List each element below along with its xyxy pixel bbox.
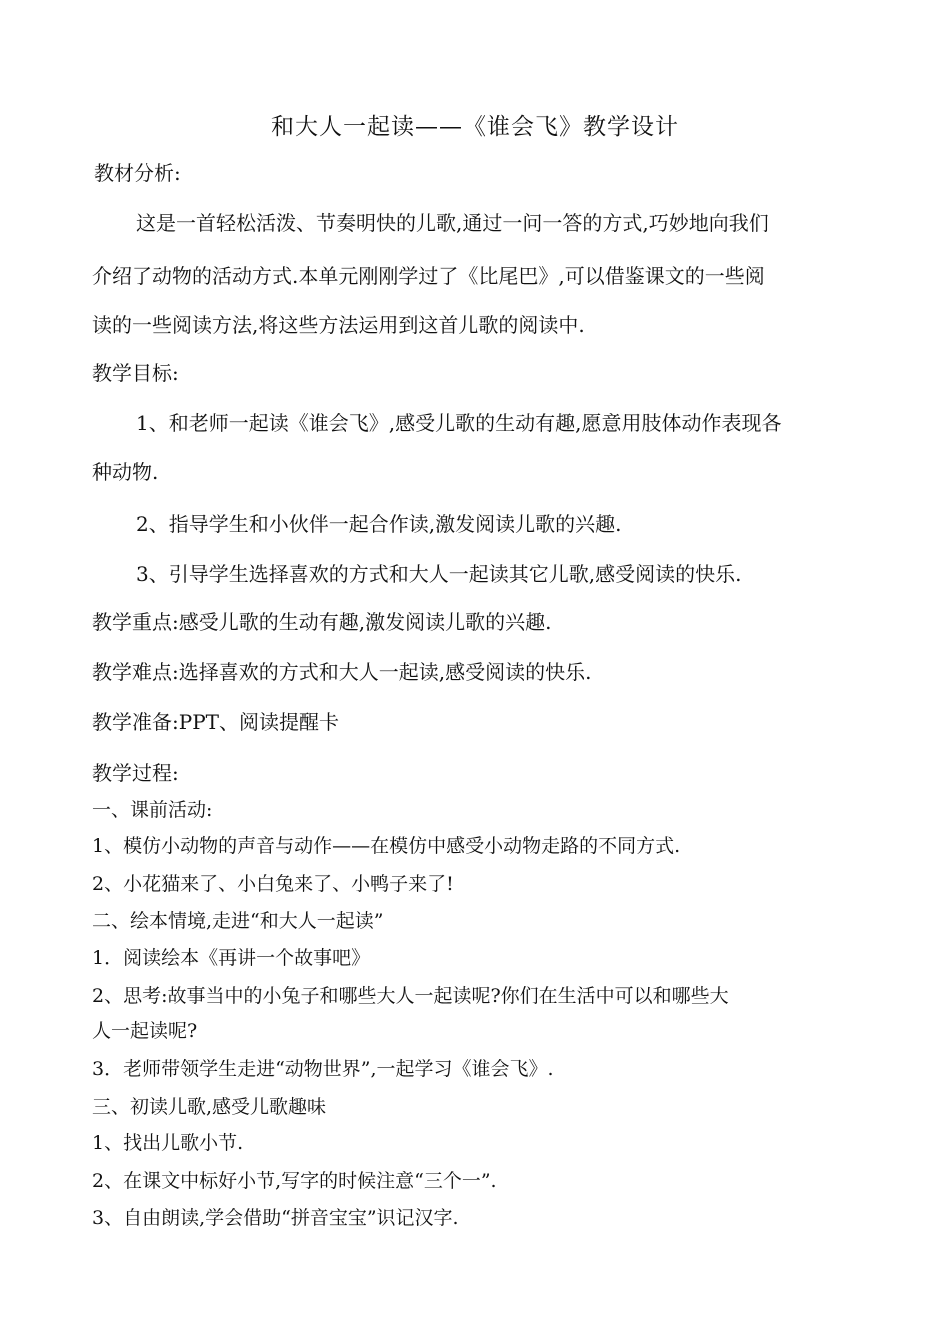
material-line-3: 读的一些阅读方法,将这些方法运用到这首儿歌的阅读中.	[92, 313, 585, 337]
goal-2: 2、指导学生和小伙伴一起合作读,激发阅读儿歌的兴趣.	[136, 512, 622, 536]
section-process-heading: 教学过程:	[92, 761, 179, 785]
process-line-5: 1．阅读绘本《再讲一个故事吧》	[92, 947, 371, 969]
process-line-4: 二、绘本情境,走进“和大人一起读”	[92, 910, 384, 932]
goal-1-line-2: 种动物.	[92, 460, 159, 484]
process-line-2: 1、模仿小动物的声音与动作——在模仿中感受小动物走路的不同方式.	[92, 835, 681, 857]
process-line-11: 2、在课文中标好小节,写字的时候注意“三个一”.	[92, 1170, 497, 1192]
process-line-8: 3．老师带领学生走进“动物世界”,一起学习《谁会飞》.	[92, 1058, 554, 1080]
goal-3: 3、引导学生选择喜欢的方式和大人一起读其它儿歌,感受阅读的快乐.	[136, 562, 742, 586]
preparation: 教学准备:PPT、阅读提醒卡	[92, 710, 339, 734]
process-line-7: 人一起读呢?	[92, 1020, 198, 1042]
process-line-9: 三、初读儿歌,感受儿歌趣味	[92, 1096, 327, 1118]
process-line-6: 2、思考:故事当中的小兔子和哪些大人一起读呢?你们在生活中可以和哪些大	[92, 985, 729, 1007]
material-line-1: 这是一首轻松活泼、节奏明快的儿歌,通过一问一答的方式,巧妙地向我们	[136, 211, 769, 235]
document-title: 和大人一起读——《谁会飞》教学设计	[271, 114, 679, 140]
process-line-3: 2、小花猫来了、小白兔来了、小鸭子来了!	[92, 873, 454, 895]
key-point: 教学重点:感受儿歌的生动有趣,激发阅读儿歌的兴趣.	[92, 610, 552, 634]
process-line-12: 3、自由朗读,学会借助“拼音宝宝”识记汉字.	[92, 1207, 459, 1229]
difficulty: 教学难点:选择喜欢的方式和大人一起读,感受阅读的快乐.	[92, 660, 592, 684]
section-goals-heading: 教学目标:	[92, 361, 179, 385]
process-line-10: 1、找出儿歌小节.	[92, 1132, 244, 1154]
material-line-2: 介绍了动物的活动方式.本单元刚刚学过了《比尾巴》,可以借鉴课文的一些阅	[92, 264, 765, 288]
goal-1-line-1: 1、和老师一起读《谁会飞》,感受儿歌的生动有趣,愿意用肢体动作表现各	[136, 411, 782, 435]
process-line-1: 一、课前活动:	[92, 799, 213, 821]
section-material-heading: 教材分析:	[94, 161, 181, 185]
